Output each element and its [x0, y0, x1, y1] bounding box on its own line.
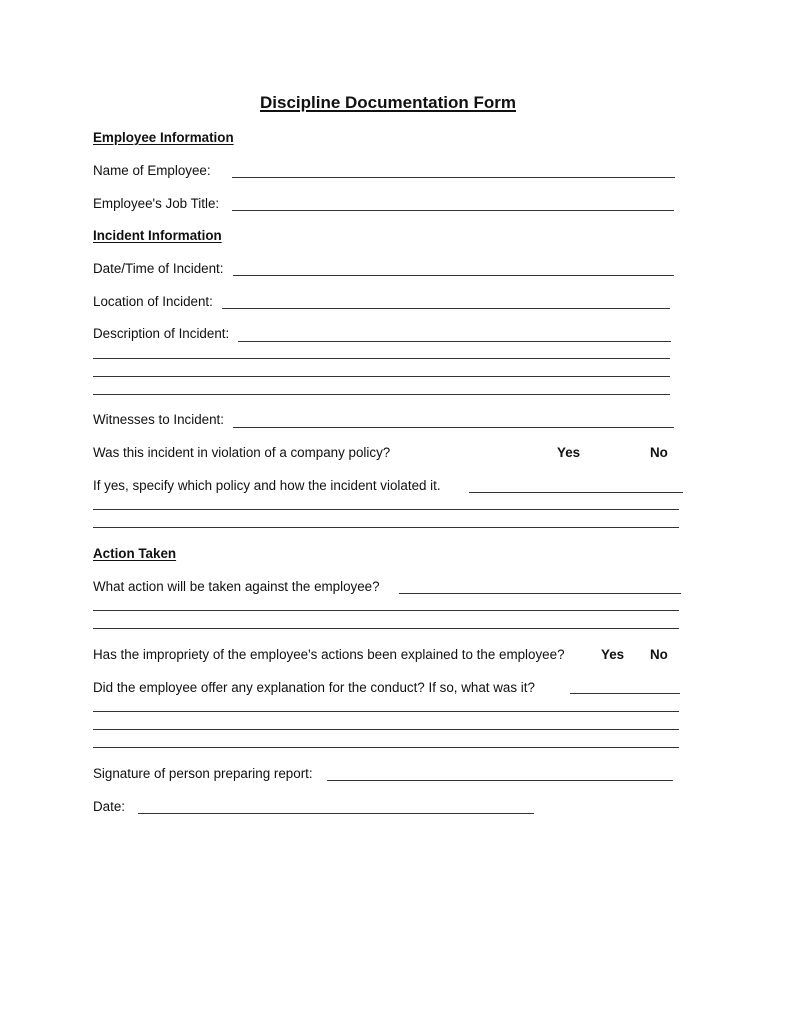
policy-specify-field-line-2[interactable]	[93, 509, 679, 510]
explanation-field-line-1[interactable]	[570, 693, 680, 694]
name-of-employee-label: Name of Employee:	[93, 163, 211, 178]
section-heading-incident: Incident Information	[93, 228, 222, 243]
description-field-line-3[interactable]	[93, 376, 670, 377]
explanation-label: Did the employee offer any explanation for the conduct? If so, what was it?	[93, 680, 535, 695]
description-field-line-1[interactable]	[238, 341, 671, 342]
section-heading-action: Action Taken	[93, 546, 177, 561]
signature-field[interactable]	[327, 780, 673, 781]
witnesses-field[interactable]	[233, 427, 674, 428]
action-field-line-1[interactable]	[399, 593, 681, 594]
explanation-field-line-4[interactable]	[93, 747, 679, 748]
policy-specify-field-line-3[interactable]	[93, 527, 679, 528]
description-field-line-4[interactable]	[93, 394, 670, 395]
date-label: Date:	[93, 799, 126, 814]
datetime-field[interactable]	[233, 275, 674, 276]
policy-specify-label: If yes, specify which policy and how the incident violated it.	[93, 478, 441, 493]
violation-yes-option[interactable]: Yes	[557, 445, 581, 460]
impropriety-no-option[interactable]: No	[650, 647, 668, 662]
description-label: Description of Incident:	[93, 326, 230, 341]
job-title-field[interactable]	[232, 210, 674, 211]
job-title-label: Employee's Job Title:	[93, 196, 220, 211]
impropriety-yes-option[interactable]: Yes	[601, 647, 625, 662]
signature-label: Signature of person preparing report:	[93, 766, 313, 781]
action-field-line-3[interactable]	[93, 628, 679, 629]
action-label: What action will be taken against the employee?	[93, 579, 380, 594]
location-label: Location of Incident:	[93, 294, 213, 309]
location-field[interactable]	[222, 308, 670, 309]
explanation-field-line-2[interactable]	[93, 711, 679, 712]
violation-question: Was this incident in violation of a company policy?	[93, 445, 391, 460]
description-field-line-2[interactable]	[93, 358, 670, 359]
witnesses-label: Witnesses to Incident:	[93, 412, 224, 427]
explanation-field-line-3[interactable]	[93, 729, 679, 730]
section-heading-employee: Employee Information	[93, 130, 234, 145]
name-of-employee-field[interactable]	[232, 177, 675, 178]
datetime-label: Date/Time of Incident:	[93, 261, 224, 276]
policy-specify-field-line-1[interactable]	[469, 492, 683, 493]
date-field[interactable]	[138, 813, 534, 814]
violation-no-option[interactable]: No	[650, 445, 668, 460]
action-field-line-2[interactable]	[93, 610, 679, 611]
page-title: Discipline Documentation Form	[260, 93, 516, 112]
impropriety-question: Has the impropriety of the employee's actions been explained to the employee?	[93, 647, 565, 662]
